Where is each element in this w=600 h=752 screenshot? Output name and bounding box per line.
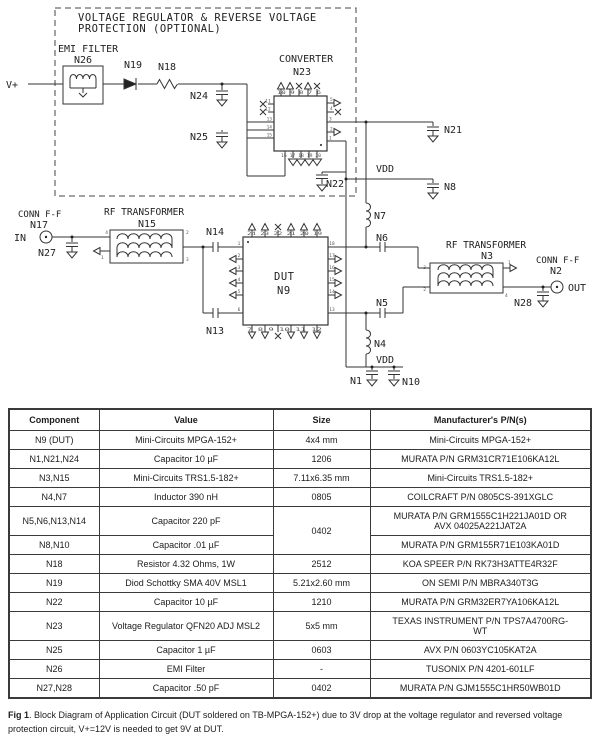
cell-manufacturer-pn: AVX P/N 0603YC105KAT2A: [370, 641, 591, 660]
component-table: [8, 408, 592, 699]
cell-component: N9 (DUT): [9, 431, 99, 450]
n5-label: N5: [376, 298, 389, 309]
conv-pin-3: 3: [329, 117, 332, 123]
cell-manufacturer-pn: MURATA P/N GJM1555C1HR50WB01D: [370, 679, 591, 699]
rf-transformer-right-label: RF TRANSFORMER: [446, 240, 527, 251]
cell-size: -: [273, 660, 370, 679]
voltage-regulator-box: [55, 8, 356, 196]
conv-pin-2: 2: [330, 127, 333, 133]
table-row: [9, 660, 591, 679]
cell-size: 0402: [273, 679, 370, 699]
dut-pin-4: 4: [237, 278, 241, 283]
n28-label: N28: [514, 298, 533, 309]
cell-size: 5.21x2.60 mm: [273, 574, 370, 593]
v-plus-label: V+: [6, 80, 19, 91]
figure-caption: [8, 709, 592, 736]
column-header: Value: [99, 409, 273, 431]
table-row: [9, 612, 591, 641]
column-header: Size: [273, 409, 370, 431]
cell-manufacturer-pn: KOA SPEER P/N RK73H3ATTE4R32F: [370, 555, 591, 574]
cell-value: Capacitor 10 µF: [99, 593, 273, 612]
conv-pin-13: 13: [266, 117, 272, 123]
n3-pin2: 2: [423, 288, 426, 293]
column-header: Manufacturer's P/N(s): [370, 409, 591, 431]
n1-label: N1: [349, 376, 362, 387]
n13-label: N13: [206, 326, 225, 337]
cell-manufacturer-pn: MURATA P/N GRM31CR71E106KA12L: [370, 450, 591, 469]
schematic-wires: [28, 66, 563, 386]
dut-pin-14: 14: [329, 290, 335, 295]
cell-value: Mini-Circuits MPGA-152+: [99, 431, 273, 450]
n19-label: N19: [124, 60, 143, 71]
dut-top-pin-row: 24 23 22 21 20 19: [247, 232, 294, 237]
cell-size: 4x4 mm: [273, 431, 370, 450]
dut-label: DUT: [274, 271, 295, 283]
table-row: [9, 679, 591, 699]
cell-component: N26: [9, 660, 99, 679]
cell-component: N8,N10: [9, 536, 99, 555]
conv-pin-4: 4: [330, 107, 333, 112]
dut-pin-18: 18: [329, 242, 335, 247]
emi-filter-label: EMI FILTER: [58, 44, 119, 55]
conv-pin-5: 5: [330, 98, 333, 103]
cell-size: 0402: [273, 507, 370, 555]
cell-size: 5x5 mm: [273, 612, 370, 641]
vdd-top-label: VDD: [376, 164, 395, 175]
n4-label: N4: [374, 339, 387, 350]
dut-pin-1: 1: [237, 242, 241, 247]
cell-manufacturer-pn: MURATA P/N GRM32ER7YA106KA12L: [370, 593, 591, 612]
n24-label: N24: [190, 91, 209, 102]
component-table-section: [0, 404, 600, 699]
section-title-line1: VOLTAGE REGULATOR & REVERSE VOLTAGE: [78, 12, 317, 24]
dut-pin-17: 17: [329, 254, 335, 259]
dut-bottom-pin-row: 7 8 9 10 11 12: [247, 328, 285, 333]
cell-component: N4,N7: [9, 488, 99, 507]
conv-pin-1: 1: [329, 136, 332, 142]
table-row: [9, 488, 591, 507]
cell-value: Diod Schottky SMA 40V MSL1: [99, 574, 273, 593]
n18-label: N18: [158, 62, 177, 73]
cell-value: Voltage Regulator QFN20 ADJ MSL2: [99, 612, 273, 641]
figure-label: Fig 1: [8, 710, 30, 720]
cell-value: Resistor 4.32 Ohms, 1W: [99, 555, 273, 574]
cell-size: 1210: [273, 593, 370, 612]
n3-pin3: 3: [423, 266, 426, 271]
dut-pin-3: 3: [237, 266, 241, 271]
cell-component: N3,N15: [9, 469, 99, 488]
cell-component: N23: [9, 612, 99, 641]
component-table-header: [9, 409, 591, 431]
n3-pin1: 1: [508, 261, 511, 266]
cell-value: Capacitor 220 pF: [99, 507, 273, 536]
cell-manufacturer-pn: COILCRAFT P/N 0805CS-391XGLC: [370, 488, 591, 507]
table-row: [9, 555, 591, 574]
cell-size: 2512: [273, 555, 370, 574]
table-row: [9, 574, 591, 593]
dut-pin-2: 2: [237, 254, 241, 259]
dut-pin-5: 5: [237, 290, 241, 295]
conv-pin-12: 12: [265, 107, 271, 113]
dut-pin-6: 6: [237, 308, 241, 313]
table-row: [9, 593, 591, 612]
n6-label: N6: [376, 233, 389, 244]
cell-value: Mini-Circuits TRS1.5-182+: [99, 469, 273, 488]
cell-component: N19: [9, 574, 99, 593]
n8-label: N8: [444, 182, 457, 193]
cell-component: N25: [9, 641, 99, 660]
n3-pin4: 4: [505, 294, 508, 299]
in-port-label: IN: [14, 233, 27, 244]
conn-ff-out-label: CONN F-F: [536, 256, 580, 266]
table-row: [9, 431, 591, 450]
cell-size: 0603: [273, 641, 370, 660]
n2-label: N2: [550, 266, 563, 277]
figure-caption-text: . Block Diagram of Application Circuit (DUT soldered on TB-MPGA-152+) due to 3V drop at the voltage regulator and reversed voltage protection circuit, V+=12V is needed to get 9V at DUT.: [8, 710, 563, 734]
cell-manufacturer-pn: TEXAS INSTRUMENT P/N TPS7A4700RG- WT: [370, 612, 591, 641]
dut-pin-13: 13: [329, 308, 335, 313]
cell-value: EMI Filter: [99, 660, 273, 679]
cell-value: Capacitor .50 pF: [99, 679, 273, 699]
table-row: [9, 507, 591, 536]
cell-value: Capacitor 10 µF: [99, 450, 273, 469]
n15-pin1: 1: [101, 256, 104, 261]
cell-component: N27,N28: [9, 679, 99, 699]
dut-pin-15: 15: [329, 278, 335, 283]
n10-label: N10: [402, 377, 421, 388]
n15-pin4: 4: [105, 231, 108, 236]
cell-manufacturer-pn: TUSONIX P/N 4201-601LF: [370, 660, 591, 679]
cell-size: 1206: [273, 450, 370, 469]
n3-label: N3: [481, 251, 494, 262]
dut-pin-16: 16: [329, 266, 335, 271]
n22-label: N22: [326, 179, 345, 190]
n25-label: N25: [190, 132, 209, 143]
cell-component: N22: [9, 593, 99, 612]
n15-pin3: 3: [186, 258, 189, 263]
cell-size: 0805: [273, 488, 370, 507]
section-title-line2: PROTECTION (OPTIONAL): [78, 23, 222, 35]
out-port-label: OUT: [568, 283, 587, 294]
n23-label: N23: [293, 67, 312, 78]
n27-label: N27: [38, 248, 57, 259]
conv-pin-15: 15: [266, 133, 272, 139]
n9-label: N9: [277, 285, 291, 297]
n21-label: N21: [444, 125, 463, 136]
cell-component: N5,N6,N13,N14: [9, 507, 99, 536]
converter-label: CONVERTER: [279, 54, 334, 65]
conv-pin-11: 11: [265, 99, 271, 105]
cell-value: Capacitor 1 µF: [99, 641, 273, 660]
cell-manufacturer-pn: ON SEMI P/N MBRA340T3G: [370, 574, 591, 593]
cell-manufacturer-pn: Mini-Circuits TRS1.5-182+: [370, 469, 591, 488]
cell-component: N1,N21,N24: [9, 450, 99, 469]
column-header: Component: [9, 409, 99, 431]
table-row: [9, 450, 591, 469]
n15-label: N15: [138, 219, 157, 230]
cell-manufacturer-pn: MURATA P/N GRM155R71E103KA01D: [370, 536, 591, 555]
rf-transformer-left-label: RF TRANSFORMER: [104, 207, 185, 218]
conv-top-pin-row: 10 9 8 7 6: [277, 91, 305, 96]
n14-label: N14: [206, 227, 225, 238]
cell-value: Inductor 390 nH: [99, 488, 273, 507]
cell-value: Capacitor .01 µF: [99, 536, 273, 555]
vdd-bottom-label: VDD: [376, 355, 395, 366]
cell-manufacturer-pn: MURATA P/N GRM1555C1H221JA01D OR AVX 04025A221JAT2A: [370, 507, 591, 536]
n15-pin2: 2: [186, 231, 189, 236]
cell-manufacturer-pn: Mini-Circuits MPGA-152+: [370, 431, 591, 450]
conn-ff-in-label: CONN F-F: [18, 210, 62, 220]
conv-bottom-pin-row: 16 17 18 19 20: [281, 154, 319, 159]
cell-size: 7.11x6.35 mm: [273, 469, 370, 488]
table-row: [9, 469, 591, 488]
table-row: [9, 641, 591, 660]
n7-label: N7: [374, 211, 387, 222]
cell-component: N18: [9, 555, 99, 574]
conv-pin-14: 14: [266, 125, 272, 131]
n17-label: N17: [30, 220, 49, 231]
n26-label: N26: [74, 55, 93, 66]
